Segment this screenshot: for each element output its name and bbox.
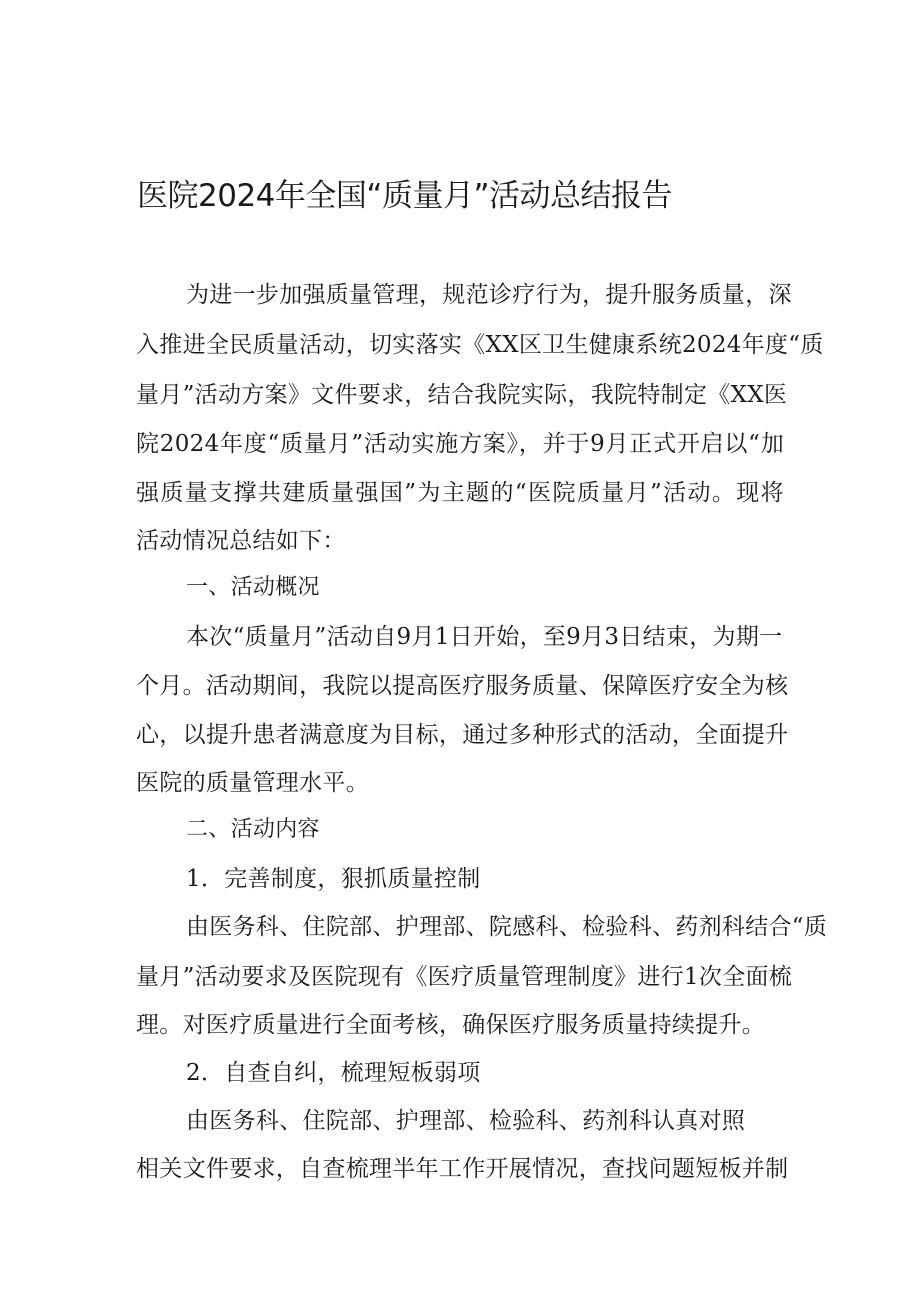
section-heading: 一、活动概况: [186, 575, 320, 600]
paragraph-line: 个月。活动期间，我院以提高医疗服务质量、保障医疗安全为核: [136, 673, 789, 699]
paragraph-line: 理。对医疗质量进行全面考核，确保医疗服务质量持续提升。: [136, 1012, 766, 1038]
paragraph-line: 本次“质量月”活动自9月1日开始，至9月3日结束，为期一: [186, 624, 783, 650]
paragraph-line: 医院的质量管理水平。: [136, 770, 369, 796]
document-title: 医院2024年全国“质量月”活动总结报告: [137, 178, 673, 214]
paragraph-line: 院2024年度“质量月”活动实施方案》，并于9月正式开启以“加: [136, 431, 784, 457]
paragraph-line: 强质量支撑共建质量强国”为主题的“医院质量月”活动。现将: [136, 480, 784, 506]
paragraph-line: 心，以提升患者满意度为目标，通过多种形式的活动，全面提升: [136, 722, 789, 748]
paragraph-line: 为进一步加强质量管理，规范诊疗行为，提升服务质量，深: [186, 282, 792, 308]
paragraph-line: 量月”活动方案》文件要求，结合我院实际，我院特制定《XX医: [136, 382, 788, 408]
paragraph-line: 由医务科、住院部、护理部、检验科、药剂科认真对照: [186, 1108, 746, 1134]
subsection-heading: 1．完善制度，狠抓质量控制: [186, 866, 481, 892]
paragraph-line: 量月”活动要求及医院现有《医疗质量管理制度》进行1次全面梳: [136, 964, 793, 990]
subsection-heading: 2．自查自纠，梳理短板弱项: [186, 1060, 481, 1086]
section-heading: 二、活动内容: [186, 817, 320, 842]
paragraph-line: 由医务科、住院部、护理部、院感科、检验科、药剂科结合“质: [186, 914, 828, 940]
paragraph-line: 入推进全民质量活动，切实落实《XX区卫生健康系统2024年度“质: [136, 332, 824, 358]
paragraph-line: 相关文件要求，自查梳理半年工作开展情况，查找问题短板并制: [136, 1156, 789, 1182]
paragraph-line: 活动情况总结如下：: [136, 528, 346, 554]
